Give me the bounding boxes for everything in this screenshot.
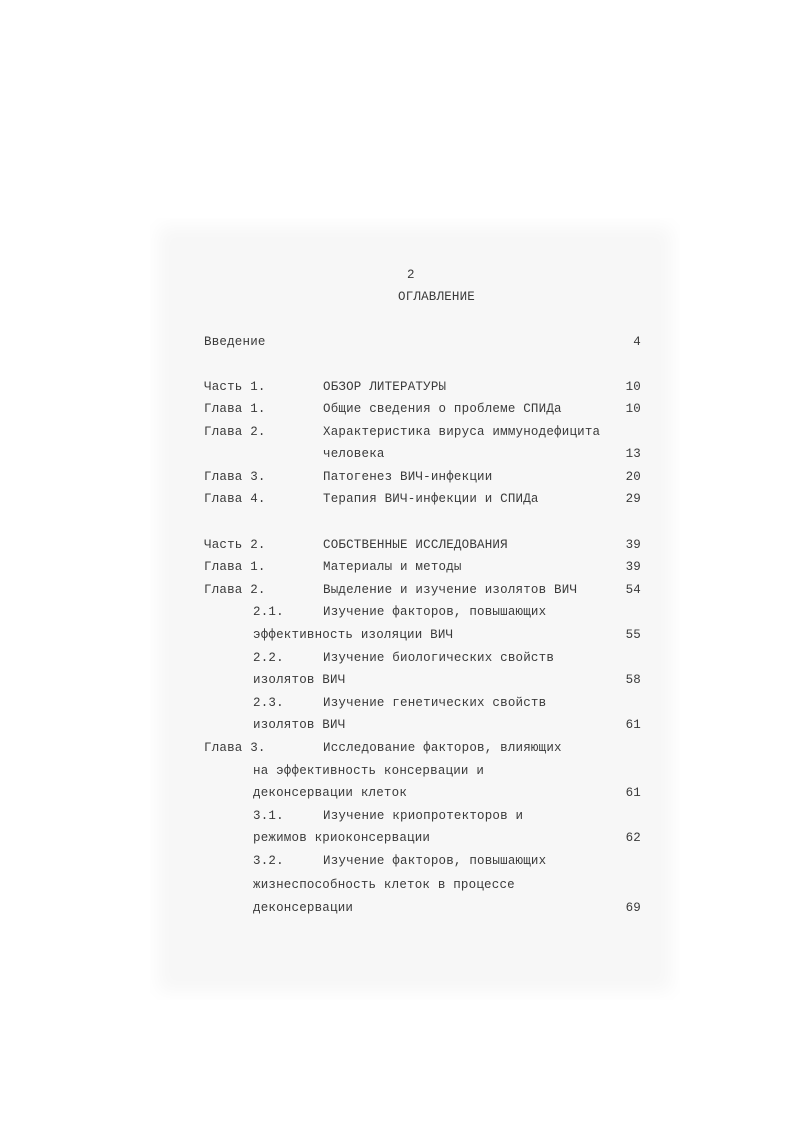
toc-heading: ОГЛАВЛЕНИЕ [398, 290, 476, 304]
s21-line1: Изучение факторов, повышающих [323, 605, 547, 619]
s31-page: 62 [625, 831, 641, 845]
part2-label: Часть 2. [204, 538, 266, 552]
p1c4-title: Терапия ВИЧ-инфекции и СПИДа [323, 492, 539, 506]
s23-line2: изолятов ВИЧ [253, 718, 346, 732]
p2c2-page: 54 [625, 583, 641, 597]
p2c1-page: 39 [625, 560, 641, 574]
p1c4-page: 29 [625, 492, 641, 506]
p1c3-title: Патогенез ВИЧ-инфекции [323, 470, 493, 484]
s21-num: 2.1. [253, 605, 284, 619]
p2c3-page: 61 [625, 786, 641, 800]
s31-line1: Изучение криопротекторов и [323, 809, 524, 823]
s32-line1: Изучение факторов, повышающих [323, 854, 547, 868]
p2c1-title: Материалы и методы [323, 560, 462, 574]
p1c2-page: 13 [625, 447, 641, 461]
intro-page: 4 [633, 335, 641, 349]
s22-line1: Изучение биологических свойств [323, 651, 555, 665]
s21-page: 55 [625, 628, 641, 642]
s32-num: 3.2. [253, 854, 284, 868]
s31-line2: режимов криоконсервации [253, 831, 431, 845]
s23-num: 2.3. [253, 696, 284, 710]
s21-line2: эффективность изоляции ВИЧ [253, 628, 454, 642]
part1-label: Часть 1. [204, 380, 266, 394]
p1c3-page: 20 [625, 470, 641, 484]
intro-label: Введение [204, 335, 266, 349]
p2c3-line2: на эффективность консервации и [253, 764, 485, 778]
s22-page: 58 [625, 673, 641, 687]
p1c1-page: 10 [625, 402, 641, 416]
p1c2-line1: Характеристика вируса иммунодефицита [323, 425, 601, 439]
s32-page: 69 [625, 901, 641, 915]
part2-page: 39 [625, 538, 641, 552]
s31-num: 3.1. [253, 809, 284, 823]
p1c3-label: Глава 3. [204, 470, 266, 484]
p2c2-label: Глава 2. [204, 583, 266, 597]
s32-line2: жизнеспособность клеток в процессе [253, 878, 515, 892]
part1-page: 10 [625, 380, 641, 394]
s23-line1: Изучение генетических свойств [323, 696, 547, 710]
p2c3-label: Глава 3. [204, 741, 266, 755]
s23-page: 61 [625, 718, 641, 732]
p1c4-label: Глава 4. [204, 492, 266, 506]
p2c3-line1: Исследование факторов, влияющих [323, 741, 562, 755]
p2c1-label: Глава 1. [204, 560, 266, 574]
p2c3-line3: деконсервации клеток [253, 786, 408, 800]
p1c2-label: Глава 2. [204, 425, 266, 439]
part1-title: ОБЗОР ЛИТЕРАТУРЫ [323, 380, 447, 394]
page-number: 2 [407, 268, 415, 282]
p1c2-line2: человека [323, 447, 385, 461]
part2-title: СОБСТВЕННЫЕ ИССЛЕДОВАНИЯ [323, 538, 508, 552]
p1c1-title: Общие сведения о проблеме СПИДа [323, 402, 562, 416]
p2c2-title: Выделение и изучение изолятов ВИЧ [323, 583, 578, 597]
s22-num: 2.2. [253, 651, 284, 665]
s22-line2: изолятов ВИЧ [253, 673, 346, 687]
p1c1-label: Глава 1. [204, 402, 266, 416]
s32-line3: деконсервации [253, 901, 354, 915]
